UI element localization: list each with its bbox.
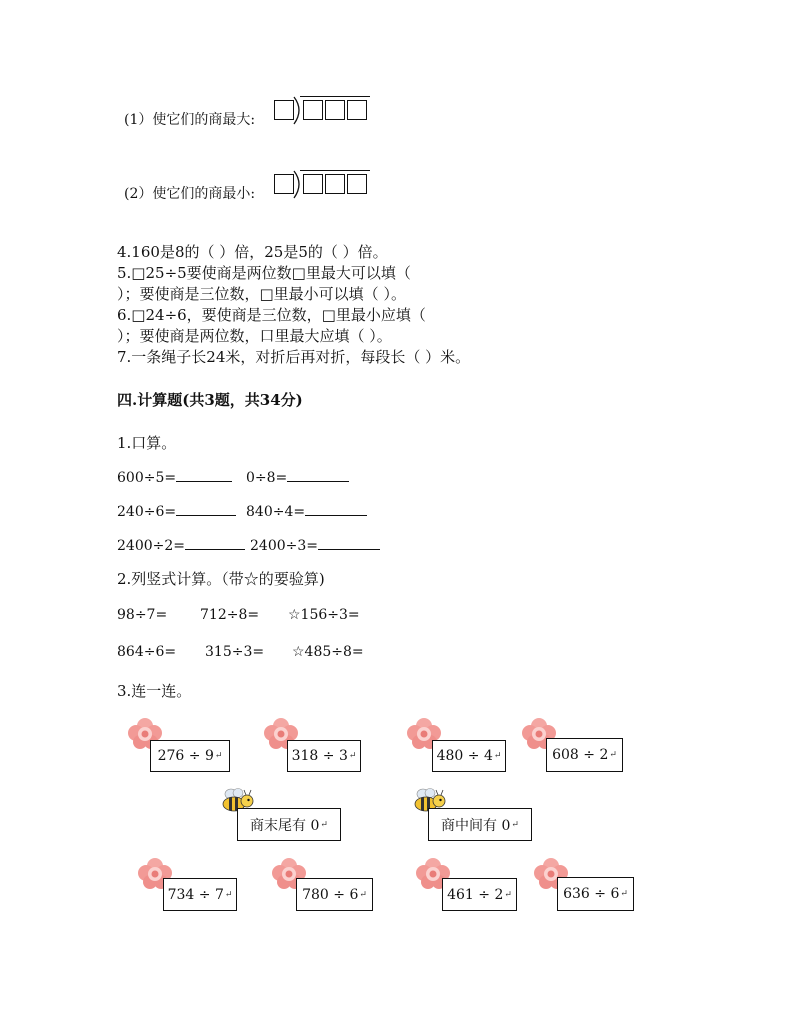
- answer-blank[interactable]: [185, 535, 245, 550]
- question-5-line1: 5.□25÷5要使商是两位数□里最大可以填（: [117, 264, 411, 282]
- question-7: 7.一条绳子长24米，对折后再对折，每段长（ ）米。: [117, 348, 471, 366]
- match-bottom-4[interactable]: 636 ÷ 6 ↵: [557, 877, 634, 911]
- oral-calc-title: 1.口算。: [117, 434, 177, 452]
- question-5-line2: ）；要使商是三位数，□里最小可以填（ ）。: [117, 285, 406, 303]
- match-bottom-1[interactable]: 734 ÷ 7 ↵: [163, 878, 237, 911]
- vertical-item: ☆485÷8=: [292, 644, 364, 660]
- match-middle-1[interactable]: 商末尾有 0 ↵: [237, 808, 341, 841]
- match-middle-2[interactable]: 商中间有 0 ↵: [428, 808, 532, 841]
- question-6-line2: ）；要使商是两位数，口里最大应填（ ）。: [117, 327, 392, 345]
- match-bottom-3[interactable]: 461 ÷ 2 ↵: [442, 878, 517, 911]
- divisor-box[interactable]: [274, 100, 294, 120]
- oral-item: 2400÷2=: [117, 535, 245, 554]
- dividend-box-2[interactable]: [325, 174, 345, 194]
- divisor-box[interactable]: [274, 174, 294, 194]
- division-bar: [300, 96, 370, 97]
- match-bottom-2[interactable]: 780 ÷ 6 ↵: [296, 878, 373, 911]
- vertical-item: ☆156÷3=: [288, 607, 360, 623]
- dividend-box-3[interactable]: [347, 100, 367, 120]
- vertical-item: 712÷8=: [200, 607, 260, 623]
- oral-item: 840÷4=: [246, 501, 367, 520]
- match-top-2[interactable]: 318 ÷ 3 ↵: [287, 740, 361, 772]
- answer-blank[interactable]: [176, 467, 232, 482]
- oral-item: 600÷5=: [117, 467, 232, 486]
- match-top-1[interactable]: 276 ÷ 9 ↵: [150, 740, 230, 772]
- question-6-line1: 6.□24÷6，要使商是三位数，□里最小应填（: [117, 306, 426, 324]
- division-bar: [300, 170, 370, 171]
- match-top-3[interactable]: 480 ÷ 4 ↵: [432, 740, 506, 772]
- match-top-4[interactable]: 608 ÷ 2 ↵: [546, 738, 623, 772]
- oral-item: 2400÷3=: [250, 535, 380, 554]
- oral-item: 0÷8=: [246, 467, 349, 486]
- match-title: 3.连一连。: [117, 682, 192, 700]
- vertical-item: 864÷6=: [117, 644, 177, 660]
- vertical-item: 98÷7=: [117, 607, 168, 623]
- answer-blank[interactable]: [176, 501, 236, 516]
- answer-blank[interactable]: [287, 467, 349, 482]
- dividend-box-2[interactable]: [325, 100, 345, 120]
- vertical-item: 315÷3=: [205, 644, 265, 660]
- question-4: 4.160是8的（ ）倍，25是5的（ ）倍。: [117, 243, 388, 261]
- dividend-box-1[interactable]: [303, 174, 323, 194]
- dividend-box-1[interactable]: [303, 100, 323, 120]
- oral-item: 240÷6=: [117, 501, 236, 520]
- answer-blank[interactable]: [305, 501, 367, 516]
- vertical-calc-title: 2.列竖式计算。（带☆的要验算): [117, 570, 325, 588]
- answer-blank[interactable]: [318, 535, 380, 550]
- dividend-box-3[interactable]: [347, 174, 367, 194]
- section-heading: 四.计算题(共3题，共34分): [117, 391, 303, 409]
- division-min-label: (2）使它们的商最小:: [124, 186, 256, 202]
- division-max-label: (1）使它们的商最大:: [124, 112, 256, 128]
